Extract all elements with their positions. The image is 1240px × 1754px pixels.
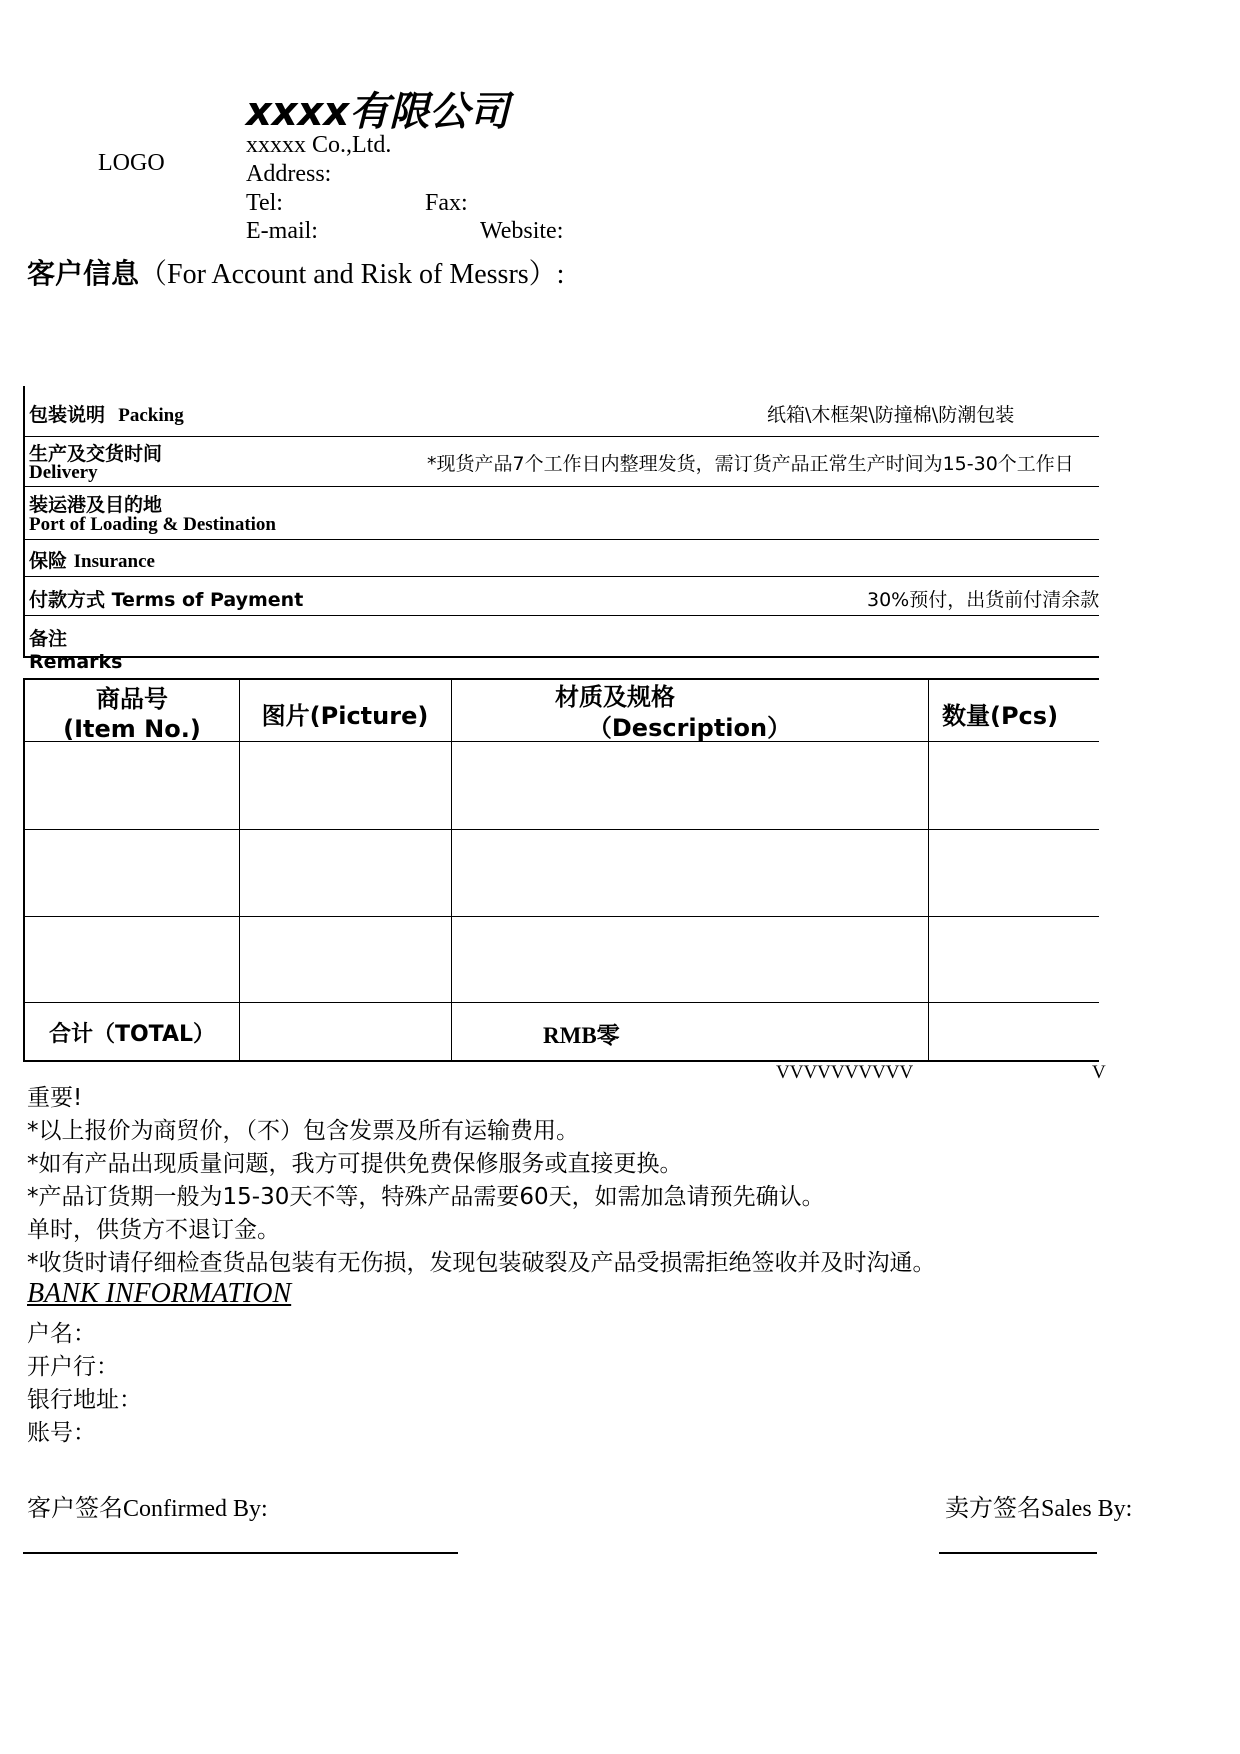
port-label-en: Port of Loading & Destination — [29, 514, 276, 535]
notes-line: 单时，供货方不退订金。 — [27, 1217, 280, 1243]
payment-row — [25, 577, 1099, 616]
packing-value: 纸箱\木框架\防撞棉\防潮包装 — [767, 404, 1015, 426]
col-header-item: 商品号 (Item No.) — [63, 685, 201, 743]
insurance-row — [25, 540, 1099, 577]
placeholder-text: V — [1092, 1062, 1106, 1083]
website-label: Website: — [480, 218, 564, 244]
customer-signature-label: 客户签名Confirmed By: — [27, 1494, 268, 1522]
payment-value: 30%预付，出货前付清余款 — [867, 589, 1100, 611]
packing-label: 包装说明 Packing — [29, 404, 184, 426]
row-divider — [25, 829, 1099, 830]
col-header-description: 材质及规格 （Description） — [555, 683, 792, 742]
total-label: 合计（TOTAL） — [48, 1022, 216, 1047]
bank-info-title: BANK INFORMATION — [27, 1278, 292, 1309]
notes-title: 重要! — [27, 1085, 83, 1111]
bank-name: 开户行： — [27, 1354, 119, 1380]
tel-label: Tel: — [246, 190, 283, 216]
port-label-cn: 装运港及目的地 — [29, 494, 163, 516]
notes-line: *产品订货期一般为15-30天不等，特殊产品需要60天，如需加急请预先确认。 — [27, 1184, 825, 1210]
bank-address: 银行地址： — [27, 1387, 142, 1413]
address-label: Address: — [246, 161, 332, 187]
insurance-label: 保险 Insurance — [29, 550, 155, 572]
customer-info-heading — [27, 252, 564, 292]
col-divider — [928, 680, 929, 1060]
notes-line: *收货时请仔细检查货品包装有无伤损，发现包装破裂及产品受损需拒绝签收并及时沟通。 — [27, 1250, 936, 1276]
row-divider — [25, 1002, 1099, 1003]
col-divider — [239, 680, 240, 1060]
port-row — [25, 487, 1099, 540]
company-name: xxxx有限公司 — [246, 89, 510, 135]
logo-placeholder: LOGO — [98, 150, 165, 176]
payment-label: 付款方式 Terms of Payment — [29, 589, 304, 611]
col-header-picture: 图片(Picture) — [261, 702, 429, 730]
row-divider — [25, 916, 1099, 917]
bank-account-name: 户名： — [27, 1321, 96, 1347]
bank-account-no: 账号： — [27, 1420, 96, 1446]
delivery-value: *现货产品7个工作日内整理发货，需订货产品正常生产时间为15-30个工作日 — [427, 453, 1074, 475]
seller-signature-label: 卖方签名Sales By: — [945, 1494, 1133, 1522]
delivery-label-cn: 生产及交货时间 — [29, 443, 163, 465]
packing-row — [25, 386, 1099, 437]
remarks-label: 备注 Remarks — [29, 628, 123, 673]
bank-info-block — [27, 1318, 142, 1450]
email-label: E-mail: — [246, 218, 318, 244]
company-name-en: xxxxx Co.,Ltd. — [246, 132, 392, 158]
seller-signature-line[interactable] — [939, 1552, 1097, 1554]
terms-block — [23, 386, 1100, 673]
notes-block — [27, 1082, 936, 1280]
customer-info-label-en: （For Account and Risk of Messrs）: — [139, 259, 565, 290]
customer-signature-line[interactable] — [23, 1552, 458, 1554]
customer-info-label-cn: 客户信息 — [27, 257, 140, 290]
notes-line: *以上报价为商贸价，（不）包含发票及所有运输费用。 — [27, 1118, 579, 1144]
col-header-qty: 数量(Pcs) — [942, 702, 1059, 730]
delivery-label-en: Delivery — [29, 462, 98, 483]
placeholder-text: VVVVVVVVVV — [776, 1062, 914, 1083]
notes-line: *如有产品出现质量问题，我方可提供免费保修服务或直接更换。 — [27, 1151, 683, 1177]
delivery-row — [25, 437, 1099, 487]
fax-label: Fax: — [425, 190, 468, 216]
total-amount: RMB零 — [543, 1023, 620, 1048]
items-table — [23, 678, 1099, 1062]
